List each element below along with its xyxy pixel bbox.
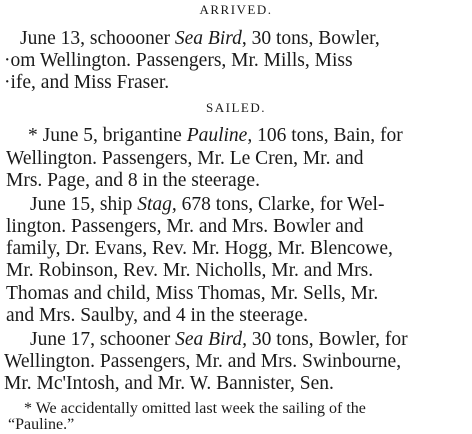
sailed-entry-line: Mr. Robinson, Rev. Mr. Nicholls, Mr. and Mrs. [6,260,374,281]
arrived-entry-line: ·ife, and Miss Fraser. [4,72,170,93]
sailed-entry-line: family, Dr. Evans, Rev. Mr. Hogg, Mr. Blencowe, [6,238,393,259]
ship-name: Sea Bird, [175,329,247,350]
footnote-line: * We accidentally omitted last week the sailing of the [24,400,366,417]
arrived-entry-line: ·om Wellington. Passengers, Mr. Mills, Miss [4,50,353,71]
footnote-line: “Pauline.” [8,416,75,433]
sailed-entry-line: * June 5, brigantine Pauline, 106 tons, Bain, for [28,125,403,146]
ship-name: Pauline, [186,125,253,146]
sailed-entry-line: Thomas and child, Miss Thomas, Mr. Sells, Mr. [6,283,379,304]
arrived-entry-line: June 13, schoooner Sea Bird, 30 tons, Bowler, [20,28,380,49]
ship-name: Stag, [137,194,177,215]
sailed-entry-line: June 15, ship Stag, 678 tons, Clarke, for Wel- [30,194,385,215]
sailed-entry-line: lington. Passengers, Mr. and Mrs. Bowler and [6,216,364,237]
sailed-entry-line: June 17, schooner Sea Bird, 30 tons, Bowler, for [30,329,408,350]
arrived-heading: ARRIVED. [199,2,273,17]
ship-name: Sea Bird [174,28,242,49]
sailed-entry-line: Mr. Mc'Intosh, and Mr. W. Bannister, Sen. [4,373,334,394]
sailed-entry-line: Mrs. Page, and 8 in the steerage. [6,170,260,191]
sailed-entry-line: Wellington. Passengers, Mr. and Mrs. Swinbourne, [4,351,402,372]
sailed-entry-line: Wellington. Passengers, Mr. Le Cren, Mr. and [6,148,364,169]
sailed-heading: SAILED. [206,100,266,115]
sailed-entry-line: and Mrs. Saulby, and 4 in the steerage. [6,305,308,326]
